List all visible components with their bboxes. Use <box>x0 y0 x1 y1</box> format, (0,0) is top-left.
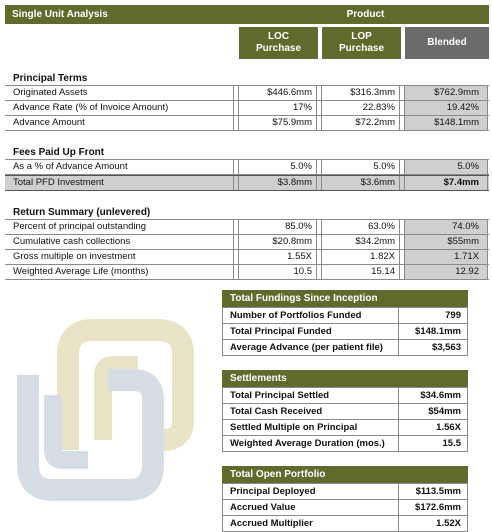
column-header-lop: LOP Purchase <box>322 27 401 59</box>
row-label: Advance Amount <box>5 116 234 130</box>
lop-value: $316.3mm <box>321 86 400 100</box>
table-title: Single Unit Analysis <box>12 9 108 20</box>
table-row <box>5 159 489 175</box>
loc-value: $3.8mm <box>238 176 317 190</box>
stats-section-header: Total Fundings Since Inception <box>222 290 468 307</box>
lop-value: $34.2mm <box>321 235 400 249</box>
lop-value: $3.6mm <box>321 176 400 190</box>
table-header-band <box>5 5 489 24</box>
blended-value: $55mm <box>404 235 488 249</box>
row-label: Advance Rate (% of Invoice Amount) <box>5 101 234 115</box>
stats-value: $34.6mm <box>420 390 461 401</box>
row-label: Cumulative cash collections <box>5 235 234 249</box>
lop-value: 63.0% <box>321 220 400 234</box>
blended-value: 1.71X <box>404 250 488 264</box>
table-row <box>5 85 489 101</box>
stats-label: Average Advance (per patient file) <box>223 340 399 355</box>
stats-label: Principal Deployed <box>223 484 399 499</box>
stats-label: Total Cash Received <box>223 404 399 419</box>
stats-section-header: Settlements <box>222 370 468 387</box>
product-header: Product <box>346 9 385 20</box>
blended-value: $148.1mm <box>404 116 488 130</box>
table-row <box>5 101 489 116</box>
table-row <box>5 265 489 280</box>
table-row <box>5 235 489 250</box>
stats-value: $113.5mm <box>415 486 461 497</box>
row-label: Total PFD Investment <box>5 176 234 190</box>
stats-label: Total Principal Settled <box>223 388 399 403</box>
stats-label: Weighted Average Duration (mos.) <box>223 436 399 451</box>
section-title: Return Summary (unlevered) <box>13 207 151 218</box>
loc-value: 5.0% <box>238 160 317 174</box>
loc-value: 1.55X <box>238 250 317 264</box>
loc-value: 10.5 <box>238 265 317 279</box>
loc-value: $75.9mm <box>238 116 317 130</box>
blended-value: $7.4mm <box>404 176 488 190</box>
loc-value: $446.6mm <box>238 86 317 100</box>
stats-label: Settled Multiple on Principal <box>223 420 399 435</box>
section-title: Fees Paid Up Front <box>13 147 105 158</box>
stats-section-header: Total Open Portfolio <box>222 466 468 483</box>
loc-value: 17% <box>238 101 317 115</box>
section-title: Principal Terms <box>13 73 88 84</box>
lop-value: 22.83% <box>321 101 400 115</box>
brand-logo-icon <box>8 300 208 520</box>
column-headers <box>5 27 489 59</box>
lop-value: $72.2mm <box>321 116 400 130</box>
blended-value: 12.92 <box>404 265 488 279</box>
stats-value: 1.52X <box>436 518 461 529</box>
stats-value: 1.56X <box>436 422 461 433</box>
stats-row <box>222 324 468 340</box>
column-header-blended: Blended <box>405 27 489 59</box>
blended-value: 74.0% <box>404 220 488 234</box>
stats-row <box>222 307 468 324</box>
row-label: As a % of Advance Amount <box>5 160 234 174</box>
stats-row <box>222 387 468 404</box>
stats-value: $148.1mm <box>415 326 461 337</box>
row-label: Percent of principal outstanding <box>5 220 234 234</box>
blended-value: $762.9mm <box>404 86 488 100</box>
stats-label: Accrued Multiplier <box>223 516 399 531</box>
row-label: Weighted Average Life (months) <box>5 265 234 279</box>
blended-value: 5.0% <box>404 160 488 174</box>
lop-value: 1.82X <box>321 250 400 264</box>
loc-value: 85.0% <box>238 220 317 234</box>
stats-value: $54mm <box>428 406 461 417</box>
fundings-summary-table <box>222 290 468 532</box>
stats-row <box>222 500 468 516</box>
stats-value: 15.5 <box>442 438 461 449</box>
table-row <box>5 116 489 131</box>
table-row <box>5 250 489 265</box>
stats-value: $172.6mm <box>415 502 461 513</box>
stats-label: Total Principal Funded <box>223 324 399 339</box>
lop-value: 15.14 <box>321 265 400 279</box>
stats-row <box>222 340 468 356</box>
stats-label: Number of Portfolios Funded <box>223 308 399 323</box>
stats-row <box>222 420 468 436</box>
stats-value: 799 <box>445 310 461 321</box>
table-row-total <box>5 175 489 191</box>
stats-row <box>222 516 468 532</box>
loc-value: $20.8mm <box>238 235 317 249</box>
blended-value: 19.42% <box>404 101 488 115</box>
single-unit-analysis-table <box>5 5 489 280</box>
stats-row <box>222 404 468 420</box>
row-label: Originated Assets <box>5 86 234 100</box>
table-row <box>5 219 489 235</box>
column-header-loc: LOC Purchase <box>239 27 318 59</box>
row-label: Gross multiple on investment <box>5 250 234 264</box>
stats-row <box>222 436 468 452</box>
stats-row <box>222 483 468 500</box>
stats-value: $3,563 <box>431 342 461 353</box>
lop-value: 5.0% <box>321 160 400 174</box>
stats-label: Accrued Value <box>223 500 399 515</box>
